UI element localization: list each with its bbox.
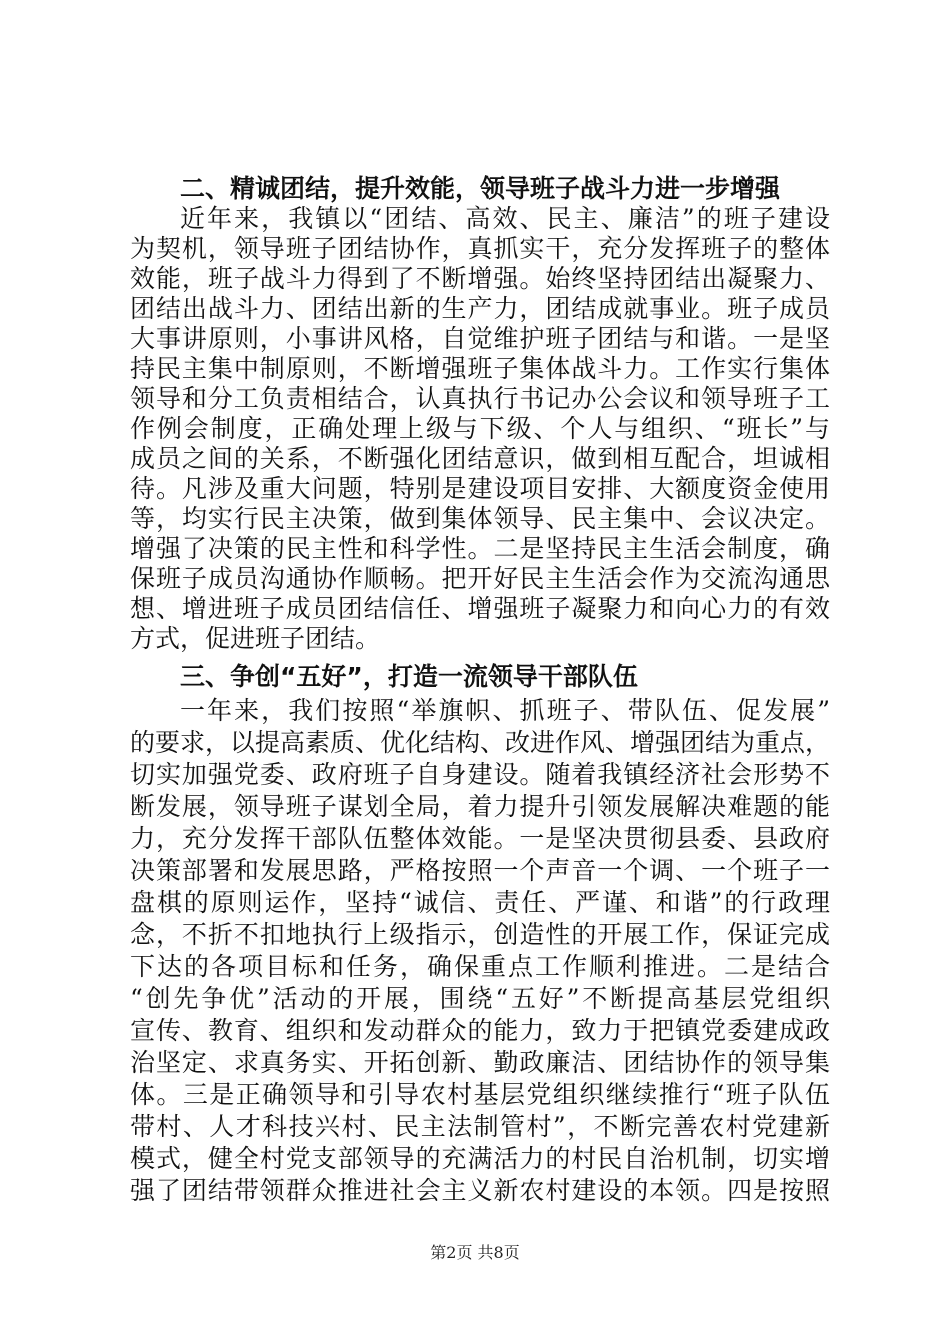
section-2-line: 团结出战斗力、团结出新的生产力，团结成就事业。班子成员 bbox=[130, 294, 830, 323]
section-3-line: 决策部署和发展思路，严格按照一个声音一个调、一个班子一 bbox=[130, 856, 830, 885]
section-2-line: 保班子成员沟通协作顺畅。把开好民主生活会作为交流沟通思 bbox=[130, 564, 830, 593]
section-3-line: 强了团结带领群众推进社会主义新农村建设的本领。四是按照 bbox=[130, 1176, 830, 1205]
section-3-heading: 三、争创“五好”，打造一流领导干部队伍 bbox=[180, 662, 638, 691]
section-2-line: 领导和分工负责相结合，认真执行书记办公会议和领导班子工 bbox=[130, 384, 830, 413]
section-2-line: 作例会制度，正确处理上级与下级、个人与组织、“班长”与 bbox=[130, 414, 830, 443]
section-2-line: 想、增进班子成员团结信任、增强班子凝聚力和向心力的有效 bbox=[130, 594, 830, 623]
section-2-heading: 二、精诚团结，提升效能，领导班子战斗力进一步增强 bbox=[180, 174, 781, 203]
section-2-line: 效能，班子战斗力得到了不断增强。始终坚持团结出凝聚力、 bbox=[130, 264, 830, 293]
section-3-line: 盘棋的原则运作，坚持“诚信、责任、严谨、和谐”的行政理 bbox=[130, 888, 830, 917]
section-2-line: 待。凡涉及重大问题，特别是建设项目安排、大额度资金使用 bbox=[130, 474, 830, 503]
section-2-line: 为契机，领导班子团结协作，真抓实干，充分发挥班子的整体 bbox=[130, 234, 830, 263]
section-3-line: “创先争优”活动的开展，围绕“五好”不断提高基层党组织 bbox=[130, 984, 830, 1013]
section-3-line: 念，不折不扣地执行上级指示，创造性的开展工作，保证完成 bbox=[130, 920, 830, 949]
section-2-line: 大事讲原则，小事讲风格，自觉维护班子团结与和谐。一是坚 bbox=[130, 324, 830, 353]
section-2-line: 近年来，我镇以“团结、高效、民主、廉洁”的班子建设 bbox=[180, 204, 830, 233]
section-2-line: 方式，促进班子团结。 bbox=[130, 624, 381, 653]
section-3-line: 切实加强党委、政府班子自身建设。随着我镇经济社会形势不 bbox=[130, 760, 830, 789]
page-number-footer: 第2页 共8页 bbox=[430, 1243, 520, 1262]
section-3-line: 治坚定、求真务实、开拓创新、勤政廉洁、团结协作的领导集 bbox=[130, 1048, 830, 1077]
section-3-line: 的要求，以提高素质、优化结构、改进作风、增强团结为重点， bbox=[130, 728, 831, 757]
section-3-line: 宣传、教育、组织和发动群众的能力，致力于把镇党委建成政 bbox=[130, 1016, 830, 1045]
section-3-line: 体。三是正确领导和引导农村基层党组织继续推行“班子队伍 bbox=[130, 1080, 830, 1109]
section-3-line: 带村、人才科技兴村、民主法制管村”，不断完善农村党建新 bbox=[130, 1112, 830, 1141]
section-2-line: 等，均实行民主决策，做到集体领导、民主集中、会议决定。 bbox=[130, 504, 830, 533]
section-3-line: 模式，健全村党支部领导的充满活力的村民自治机制，切实增 bbox=[130, 1144, 830, 1173]
section-3-line: 断发展，领导班子谋划全局，着力提升引领发展解决难题的能 bbox=[130, 792, 830, 821]
section-2-line: 增强了决策的民主性和科学性。二是坚持民主生活会制度，确 bbox=[130, 534, 830, 563]
section-3-line: 下达的各项目标和任务，确保重点工作顺利推进。二是结合 bbox=[130, 952, 830, 981]
section-3-line: 一年来，我们按照“举旗帜、抓班子、带队伍、促发展” bbox=[180, 696, 830, 725]
section-3-line: 力，充分发挥干部队伍整体效能。一是坚决贯彻县委、县政府 bbox=[130, 824, 830, 853]
section-2-line: 持民主集中制原则，不断增强班子集体战斗力。工作实行集体 bbox=[130, 354, 830, 383]
section-2-line: 成员之间的关系，不断强化团结意识，做到相互配合，坦诚相 bbox=[130, 444, 830, 473]
